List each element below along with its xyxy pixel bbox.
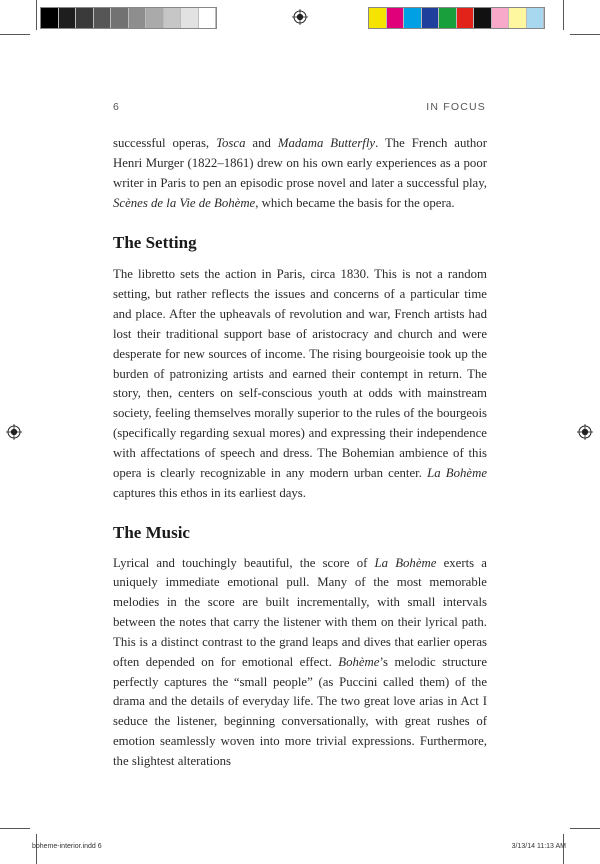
work-title: Madama Butterfly [277,136,376,150]
page-body [113,134,487,772]
heading-the-setting: The Setting [113,233,197,253]
paragraph-music: Lyrical and touchingly beautiful, the score of La Bohème exerts a uniquely immediate emotional pull. Many of the most memorable melodies in the score are built incrementally, with small intervals between the notes that carry the listener with them on their lyrical path. This is a distinct contrast to the grand leaps and dives that earlier operas often depended on for emotional effect. Bohème’s melodic structure perfectly captures the “small people” (as Puccini called them) of the drama and the details of everyday life. The two great love arias in Act I seduce the listener, beginning conversationally, with great rushes of emotion seamlessly woven into more trivial expressions. Furthermore, the slightest alterations [113,555,487,768]
color-swatch [527,8,545,28]
paragraph-intro: successful operas, Tosca and Madama Butterfly. The French author Henri Murger (1822–1861) drew on his own early experiences as a poor writer in Paris to pen an episodic prose novel and later a successful play, Scènes de la Vie de Bohème, which became the basis for the opera. [113,136,487,210]
paragraph-setting: The libretto sets the action in Paris, circa 1830. This is not a random setting, but rather reflects the issues and concerns of a particular time and place. After the upheavals of revolution and war, French artists had lost their traditional support base of aristocracy and church and were desperate for new sources of income. The rising bourgeoisie took up the burden of patronizing artists and earned their contempt in return. The story, then, centers on self-conscious youth at odds with mainstream society, feeling themselves morally superior to the rules of the bourgeois (specifically regarding sexual mores) and expressing their independence with affectations of speech and dress. The Bohemian ambience of this opera is clearly recognizable in any modern urban center. La Bohème captures this ethos in its earliest days. [113,267,487,500]
color-swatch [474,8,492,28]
gray-swatch [164,8,182,28]
work-title: Bohème [338,654,380,669]
gray-swatch [111,8,129,28]
gray-swatch [59,8,77,28]
color-swatch [492,8,510,28]
gray-swatch [199,8,217,28]
gray-swatch [146,8,164,28]
slug-timestamp: 3/13/14 11:13 AM [511,843,566,850]
color-swatch [404,8,422,28]
color-swatch [387,8,405,28]
registration-mark-left-icon [6,424,22,440]
running-head [113,101,486,115]
color-swatch [509,8,527,28]
process-color-bar [368,7,545,29]
work-title: Tosca [216,136,246,150]
color-swatch [422,8,440,28]
registration-mark-right-icon [577,424,593,440]
crop-mark [570,34,600,35]
gray-swatch [76,8,94,28]
crop-mark [36,0,37,30]
gray-swatch [181,8,199,28]
grayscale-color-bar [40,7,217,29]
gray-swatch [129,8,147,28]
crop-mark [0,34,30,35]
crop-mark [563,0,564,30]
work-title: La Bohème [427,465,487,480]
section-title: IN FOCUS [426,101,486,113]
slug-filename: boheme-interior.indd 6 [32,843,102,850]
crop-mark [0,828,30,829]
color-swatch [369,8,387,28]
work-title: Scènes de la Vie de Bohème [113,195,256,210]
page-number: 6 [113,101,120,113]
color-swatch [457,8,475,28]
gray-swatch [41,8,59,28]
color-swatch [439,8,457,28]
crop-mark [570,828,600,829]
work-title: La Bohème [374,555,437,570]
gray-swatch [94,8,112,28]
registration-mark-top-icon [292,9,308,25]
heading-the-music: The Music [113,522,190,542]
